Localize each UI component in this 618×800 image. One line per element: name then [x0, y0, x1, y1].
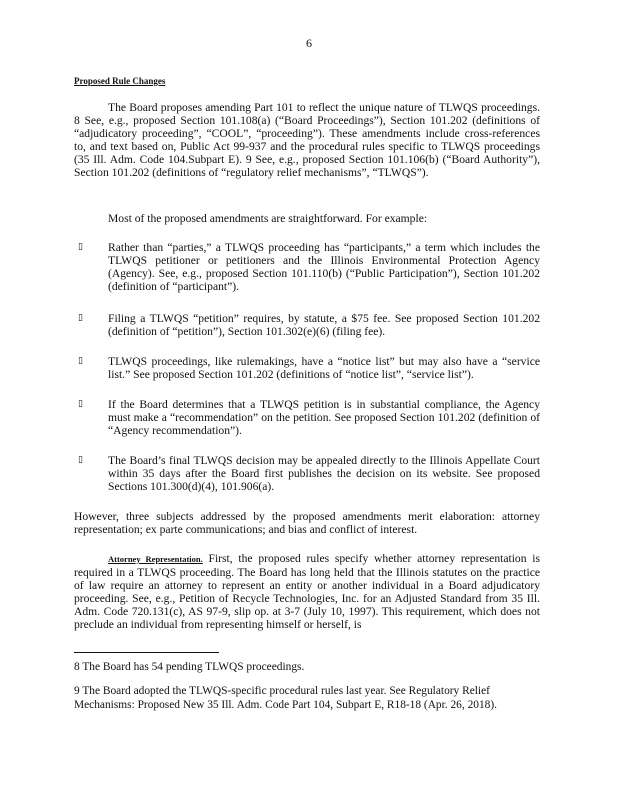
bullet-item — [78, 454, 540, 493]
paragraph-subjects: However, three subjects addressed by the proposed amendments merit elaboration: attorney representation; ex parte communications; and bias and conflict of interest. — [74, 510, 540, 536]
footnote-divider — [74, 652, 219, 653]
section-heading: Proposed Rule Changes — [74, 76, 166, 86]
paragraph-examples-lead: Most of the proposed amendments are straightforward. For example: — [108, 212, 428, 225]
bullet-text: TLWQS proceedings, like rulemakings, have a “notice list” but may also have a “service list.” See proposed Section 101.202 (definitions of “notice list”, “service list”). — [108, 355, 540, 381]
paragraph-intro: The Board proposes amending Part 101 to reflect the unique nature of TLWQS proceedings. 8 See, e.g., proposed Section 101.108(a) (“Board Proceedings”), Section 101.202 (definitions of “adjudicatory proceeding”, “COOL”, “proceeding”). These amendments include cross-references to, and text based on, Public Act 99-937 and the procedural rules specific to TLWQS proceedings (35 Ill. Adm. Code 104.Subpart E). 9 See, e.g., proposed Section 101.106(b) (“Board Authority”), Section 101.202 (definitions of “regulatory relief mechanisms”, “TLWQS”). — [74, 101, 540, 179]
bullet-mark: ▯ — [78, 399, 83, 409]
bullet-text: If the Board determines that a TLWQS petition is in substantial compliance, the Agency must make a “recommendation” on the petition. See proposed Section 101.202 (definition of “Agency recommendation”). — [108, 398, 540, 437]
bullet-item — [78, 312, 540, 338]
subheading-attorney-representation: Attorney Representation. — [108, 554, 203, 564]
bullet-mark: ▯ — [78, 313, 83, 323]
bullet-item — [78, 241, 540, 293]
page-number: 6 — [306, 36, 312, 50]
bullet-text: The Board’s final TLWQS decision may be appealed directly to the Illinois Appellate Court within 35 days after the Board first publishes the decision on its website. See proposed Sections 101.300(d)(4), 101.906(a). — [108, 454, 540, 493]
bullet-item — [78, 355, 540, 381]
footnote-8: 8 The Board has 54 pending TLWQS proceedings. — [74, 661, 305, 673]
bullet-text: Rather than “parties,” a TLWQS proceeding has “participants,” a term which includes the TLWQS petitioner or petitioners and the Illinois Environmental Protection Agency (Agency). See, e.g., proposed Section 101.110(b) (“Public Participation”), Section 101.202 (definition of “participant”). — [108, 241, 540, 293]
footnote-9: 9 The Board adopted the TLWQS-specific procedural rules last year. See Regulatory Relief Mechanisms: Proposed New 35 Ill. Adm. Code Part 104, Subpart E, R18-18 (Apr. 26, 2018). — [74, 685, 497, 711]
bullet-mark: ▯ — [78, 455, 83, 465]
bullet-mark: ▯ — [78, 242, 83, 252]
bullet-text: Filing a TLWQS “petition” requires, by statute, a $75 fee. See proposed Section 101.202 (definition of “petition”), Section 101.302(e)(6) (filing fee). — [108, 312, 540, 338]
paragraph-attorney-text: First, the proposed rules specify whether attorney representation is required in a TLWQS proceeding. The Board has long held that the Illinois statutes on the practice of law require an attorney to represent an entity or another individual in a Board adjudicatory proceeding. See, e.g., Petition of Recycle Technologies, Inc. for an Adjusted Standard from 35 Ill. Adm. Code 720.131(c), AS 97-9, slip op. at 3-7 (July 10, 1997). This requirement, which does not preclude an individual from representing himself or herself, is — [74, 552, 540, 631]
bullet-mark: ▯ — [78, 356, 83, 366]
bullet-item — [78, 398, 540, 437]
paragraph-attorney — [74, 552, 540, 631]
